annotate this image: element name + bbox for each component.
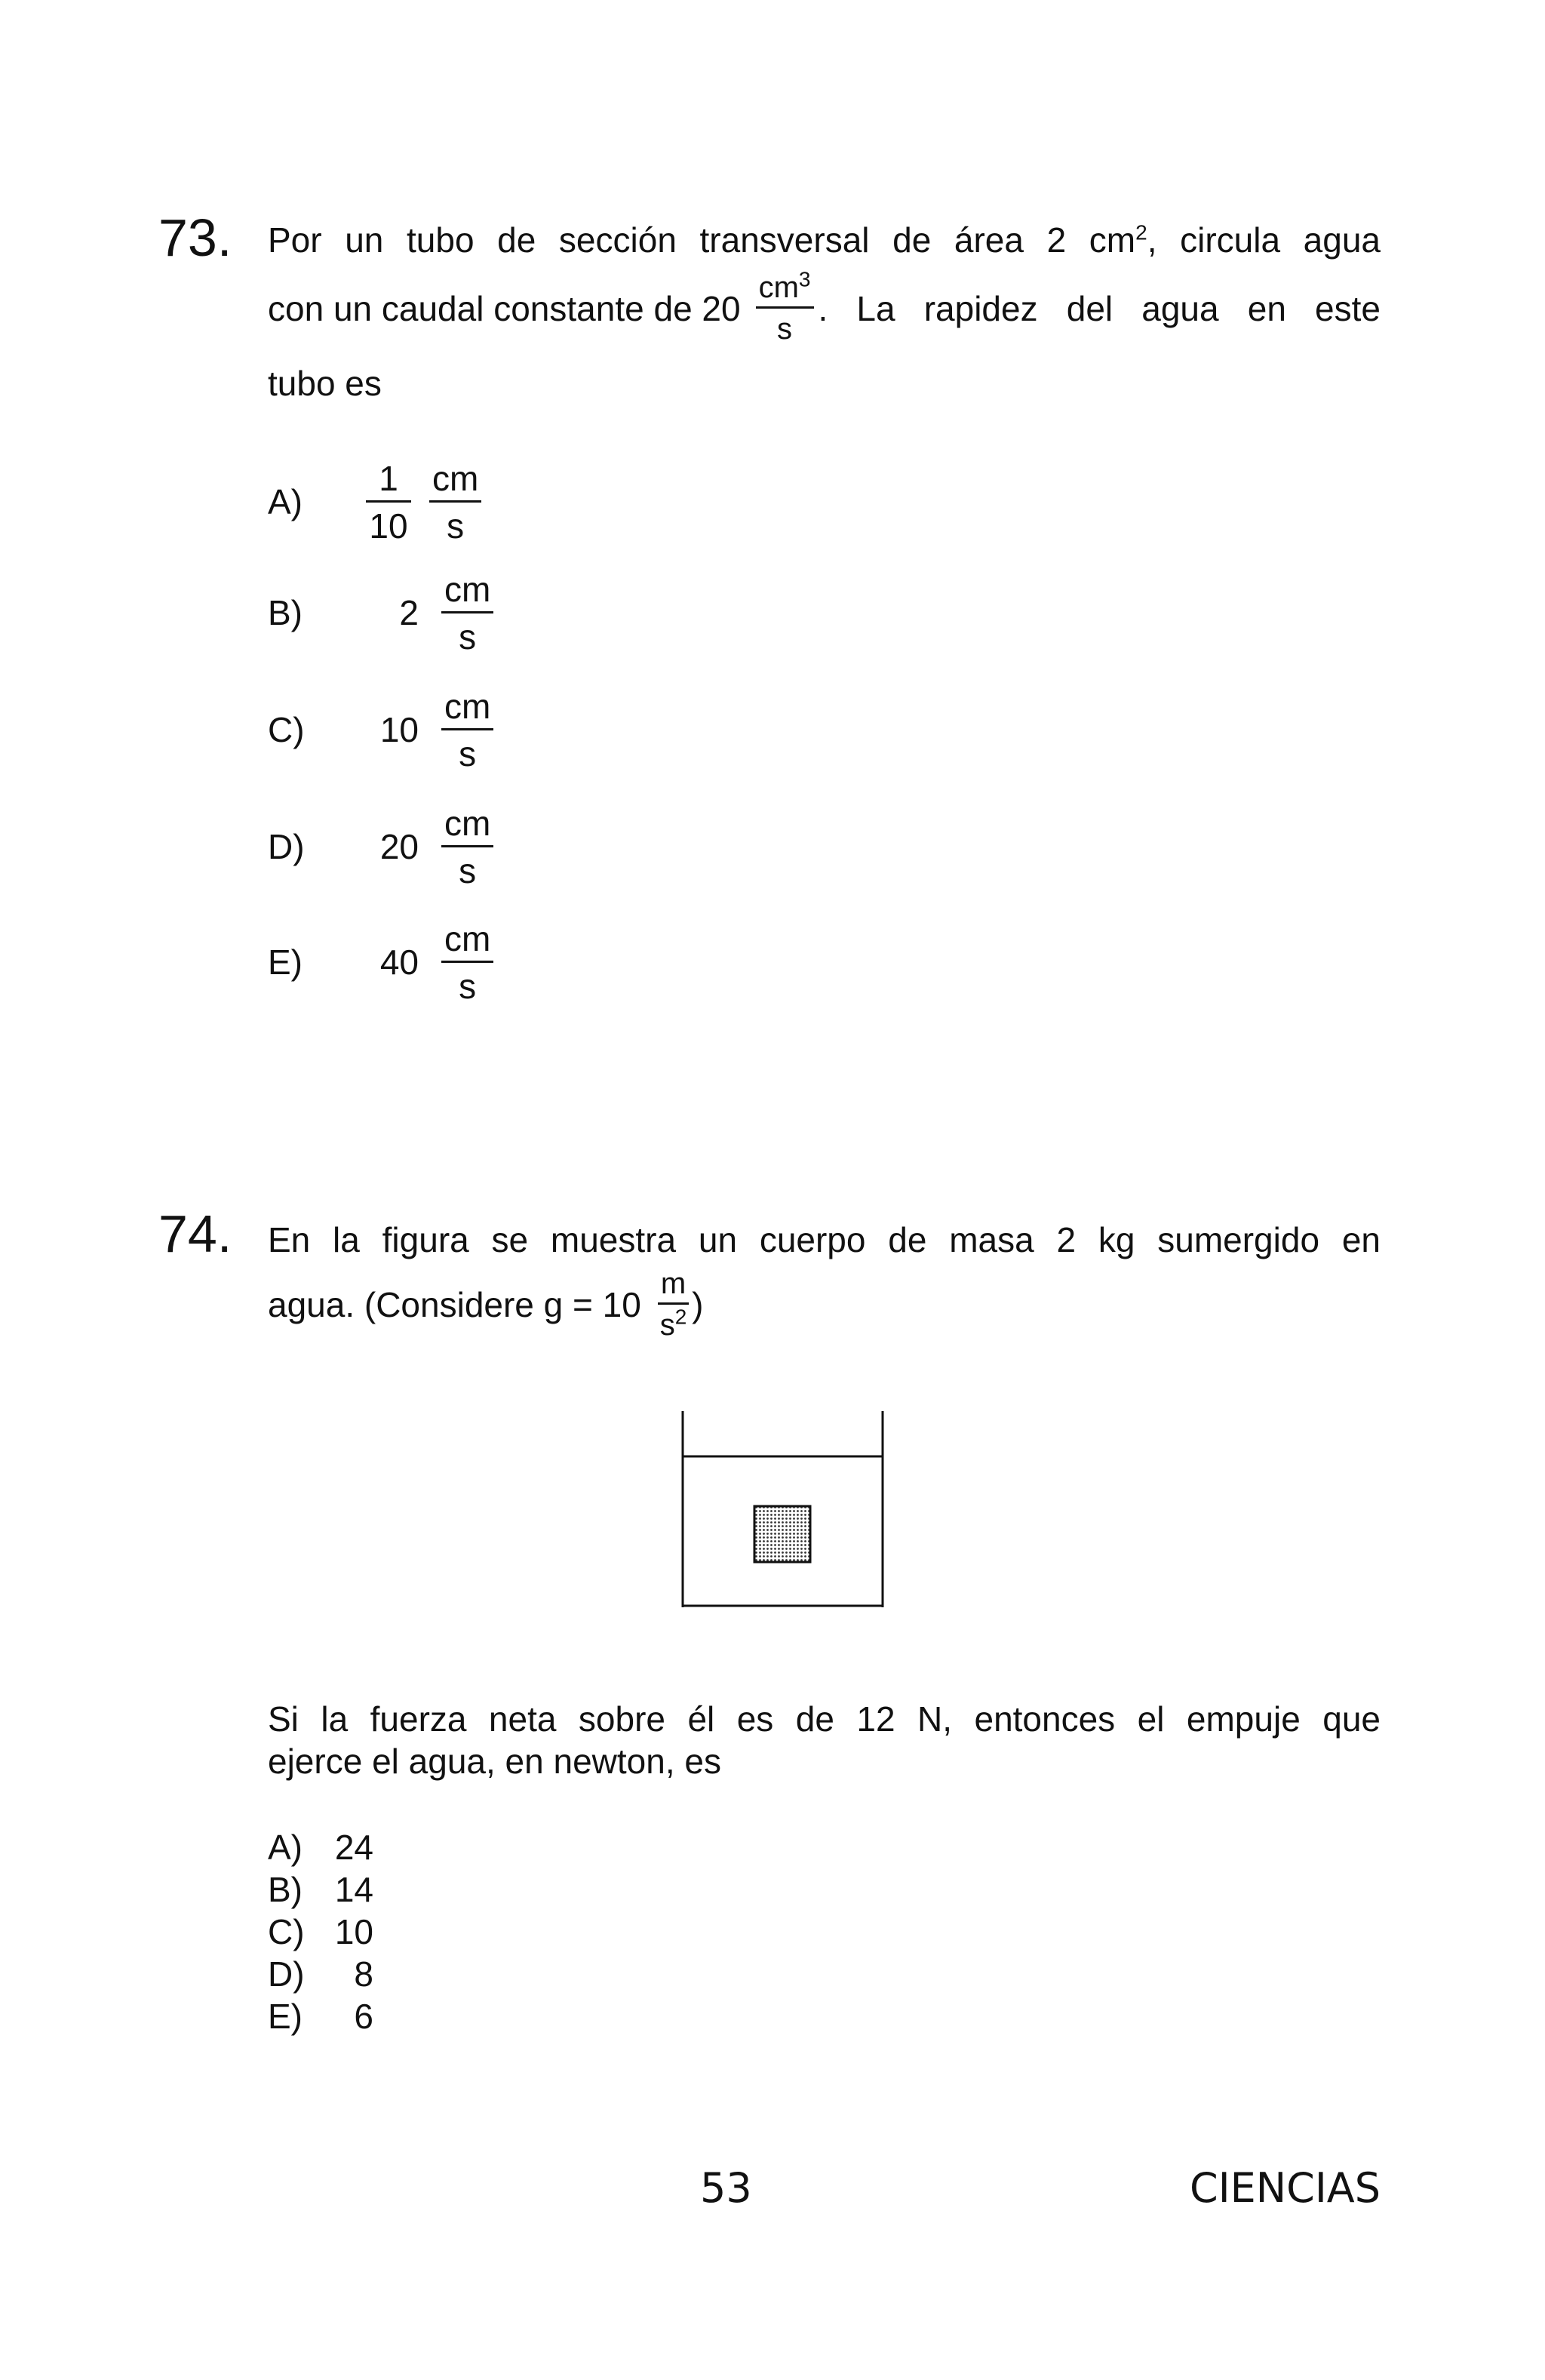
q74-option-d-value: 8 — [354, 1954, 373, 1994]
q73-option-e[interactable] — [268, 917, 493, 1007]
question-74-number: 74. — [158, 1204, 232, 1263]
q73-flow-unit-fraction — [756, 267, 814, 346]
q73-flow-unit-num: $cm^3$ — [756, 272, 814, 309]
q73-option-d-unit — [441, 804, 493, 890]
q74-gravity-unit-num: m — [658, 1268, 689, 1305]
q73-option-d[interactable] — [268, 801, 493, 892]
q74-option-e-label: E) — [268, 1997, 303, 2036]
q73-option-b-unit-den: s — [459, 617, 477, 656]
q74-option-d-label: D) — [268, 1954, 305, 1994]
q73-option-d-unit-num: cm — [441, 804, 493, 847]
submerged-body-figure — [664, 1404, 898, 1615]
q73-line2-post: . La rapidez del agua en este — [818, 288, 1381, 328]
q73-option-a[interactable] — [268, 457, 481, 547]
q73-option-c-unit-num: cm — [441, 687, 493, 730]
q73-option-a-den: 10 — [369, 506, 408, 546]
q73-option-e-value: 40 — [379, 942, 419, 982]
q73-option-e-unit-den: s — [459, 966, 477, 1006]
q73-option-a-value-fraction — [366, 460, 411, 545]
q74-option-e-value: 6 — [354, 1997, 373, 2036]
q74-line2-post: ) — [692, 1284, 704, 1324]
q74-option-c-value: 10 — [334, 1912, 373, 1951]
q73-option-c-value: 10 — [379, 710, 419, 749]
q73-line1-tail: , circula agua — [1147, 220, 1381, 260]
q73-option-b-unit-num: cm — [441, 570, 493, 613]
q73-option-e-label: E) — [268, 942, 303, 982]
q73-option-b-label: B) — [268, 593, 303, 632]
q73-option-c-unit-den: s — [459, 733, 477, 773]
question-73-line-2 — [268, 267, 1381, 346]
q73-line2-pre: con un caudal constante de 20 — [268, 288, 741, 328]
q73-flow-unit-den: s — [777, 312, 793, 346]
q73-option-b-value: 2 — [399, 593, 419, 632]
q73-option-b[interactable] — [268, 567, 493, 658]
q74-option-a-value: 24 — [334, 1828, 373, 1867]
q74-option-b-value: 14 — [334, 1870, 373, 1909]
question-74-line-1: En la figura se muestra un cuerpo de masa 2 kg sumergido en — [268, 1220, 1381, 1259]
q73-option-b-unit — [441, 570, 493, 656]
q74-question-line-2: ejerce el agua, en newton, es — [268, 1742, 721, 1781]
q73-option-a-num: 1 — [366, 460, 411, 503]
question-73-line-3: tubo es — [268, 364, 382, 403]
q74-option-b[interactable] — [268, 1868, 373, 1911]
q73-option-a-unit-num: cm — [429, 460, 481, 503]
q74-option-e[interactable] — [268, 1995, 373, 2037]
q73-line1-text: Por un tubo de sección transversal de área 2 cm — [268, 220, 1136, 260]
q73-option-e-unit — [441, 920, 493, 1005]
question-73-number: 73. — [158, 208, 232, 267]
q73-option-a-unit — [429, 460, 481, 545]
q73-option-a-unit-den: s — [447, 506, 465, 546]
q73-option-d-label: D) — [268, 827, 305, 866]
q74-question-line-1: Si la fuerza neta sobre él es de 12 N, entonces el empuje que — [268, 1699, 1381, 1739]
q74-option-a-label: A) — [268, 1828, 303, 1867]
section-name: CIENCIAS — [1190, 2164, 1381, 2212]
q73-option-c[interactable] — [268, 684, 493, 775]
q74-option-b-label: B) — [268, 1870, 303, 1909]
q73-option-e-unit-num: cm — [441, 920, 493, 963]
q74-gravity-unit-fraction — [658, 1268, 689, 1341]
q73-option-a-label: A) — [268, 482, 303, 521]
q73-option-d-value: 20 — [379, 827, 419, 866]
page-number: 53 — [700, 2164, 752, 2212]
q73-option-c-unit — [441, 687, 493, 773]
q74-line2-pre: agua. (Considere g = 10 — [268, 1284, 641, 1324]
q74-option-c[interactable] — [268, 1911, 373, 1953]
q74-option-c-label: C) — [268, 1912, 305, 1951]
q73-option-d-unit-den: s — [459, 850, 477, 890]
q74-option-a[interactable] — [268, 1826, 373, 1868]
q73-line1-sup: 2 — [1135, 220, 1147, 244]
submerged-block — [754, 1506, 810, 1562]
q74-option-d[interactable] — [268, 1953, 373, 1995]
question-74-line-2 — [268, 1268, 704, 1341]
q73-option-c-label: C) — [268, 710, 305, 749]
q74-gravity-unit-den: $s^2$ — [659, 1305, 687, 1342]
question-73-line-1 — [268, 219, 1381, 261]
